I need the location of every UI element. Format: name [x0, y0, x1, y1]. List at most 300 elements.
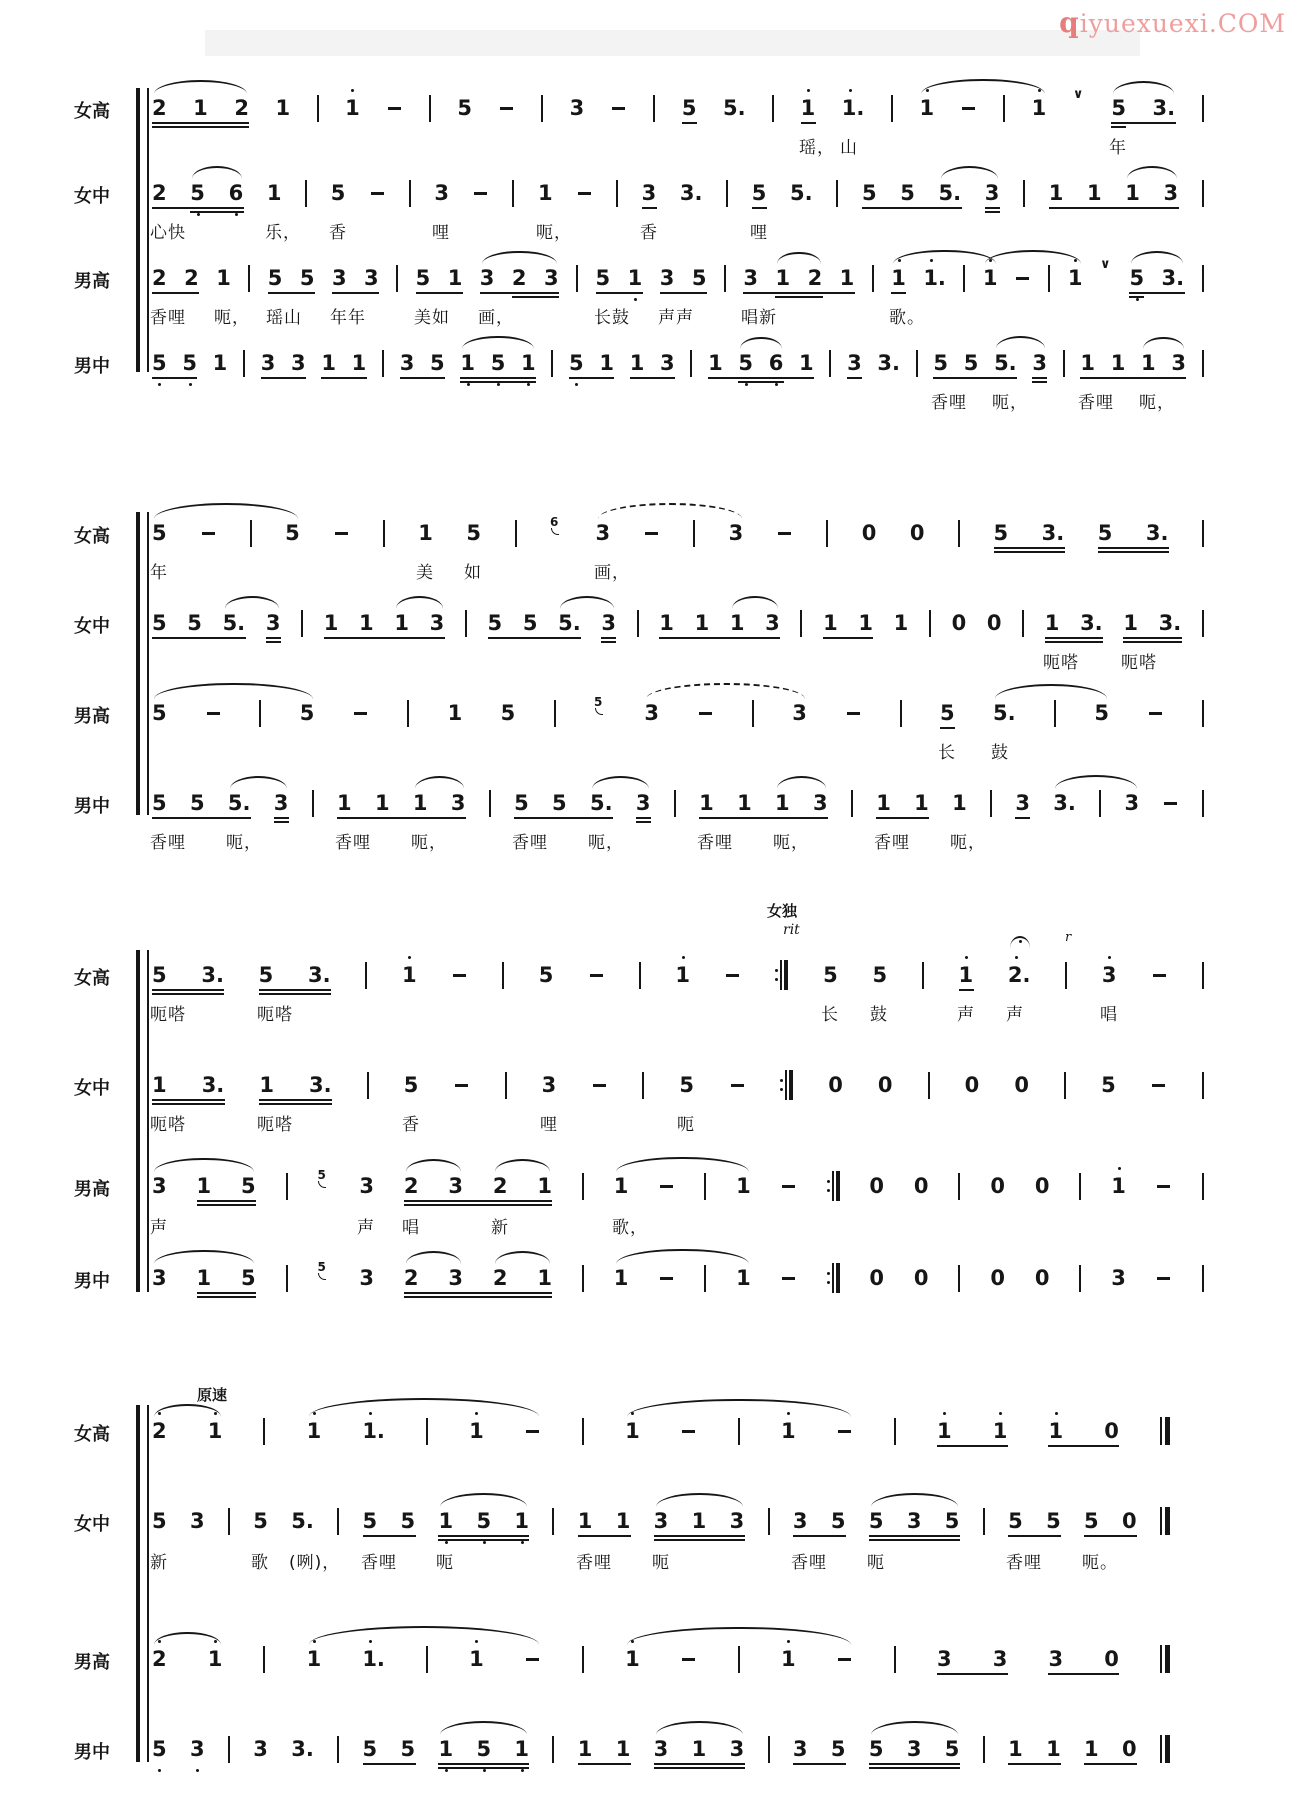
note: 1 — [893, 611, 909, 635]
barline — [228, 1508, 230, 1535]
lyric: 声 — [357, 1218, 375, 1238]
note: 1 — [1110, 351, 1126, 375]
note: 1 — [1086, 181, 1102, 205]
barline — [1202, 95, 1204, 122]
note: 1 — [736, 1266, 751, 1290]
octave-dot-low — [745, 383, 748, 386]
note: 1 — [799, 351, 814, 375]
lyric: 画， — [478, 308, 514, 328]
slur-arc — [995, 684, 1107, 699]
beam — [1015, 817, 1030, 819]
dash — [781, 1265, 797, 1291]
note: 3. — [201, 1073, 225, 1097]
dash — [781, 1173, 797, 1199]
octave-dot-high — [351, 89, 354, 92]
beam — [793, 1535, 846, 1537]
note: 5 — [152, 963, 167, 987]
note: 5 — [681, 96, 697, 120]
dash — [697, 700, 713, 726]
note: 1 — [708, 351, 723, 375]
note: 5 — [933, 351, 949, 375]
note: 1 — [266, 181, 282, 205]
note: 5 — [830, 1737, 846, 1761]
barline — [554, 700, 556, 727]
slur-arc — [495, 1159, 550, 1172]
octave-dot-high — [682, 956, 685, 959]
note: 1 — [469, 1418, 484, 1444]
barline — [582, 1173, 584, 1200]
note: 5. — [790, 181, 813, 205]
octave-dot-high — [849, 89, 852, 92]
barline — [512, 180, 514, 207]
dash — [681, 1646, 697, 1672]
octave-dot-high — [1055, 1412, 1058, 1415]
breath-mark-icon: ∨ — [1072, 87, 1084, 102]
barline — [693, 520, 695, 547]
barline — [465, 610, 467, 637]
beam — [152, 292, 199, 294]
note: 3 — [541, 1073, 557, 1097]
barline — [653, 95, 655, 122]
note: 1 — [691, 1737, 707, 1761]
beam — [578, 1763, 631, 1765]
lyric: 香哩 — [874, 833, 910, 853]
barline — [1202, 1072, 1204, 1099]
note: 5 — [1046, 1509, 1061, 1533]
lyric: 声 — [957, 1005, 975, 1025]
barline — [851, 790, 853, 817]
lyric: 呃 — [436, 1553, 454, 1573]
note: 1 — [514, 1508, 529, 1534]
note: 3 — [1102, 962, 1117, 988]
rest: 0 — [869, 1174, 885, 1198]
lyric: 香哩 — [512, 833, 548, 853]
note: 1 — [208, 1646, 223, 1672]
dash — [1151, 962, 1167, 988]
lyric: 画， — [594, 563, 630, 583]
note: 3 — [1171, 351, 1186, 375]
note: 5 — [253, 1509, 268, 1533]
beam — [266, 641, 281, 643]
beam — [940, 727, 955, 729]
beam — [488, 637, 581, 639]
lyric: 呃 — [652, 1553, 670, 1573]
note: 5 — [691, 266, 707, 290]
voice-label: 女中 — [74, 1078, 110, 1099]
barline — [1063, 350, 1065, 377]
note: 1 — [337, 791, 352, 815]
note: 3 — [729, 1509, 745, 1533]
lyric: 呃嗒 — [150, 1005, 186, 1025]
dash — [1015, 265, 1031, 291]
beam — [601, 637, 616, 639]
note: 1 — [959, 962, 974, 988]
beam — [862, 207, 962, 209]
note: 5 — [738, 350, 753, 376]
lyric: 长鼓 — [594, 308, 630, 328]
barline — [724, 265, 726, 292]
barline — [305, 180, 307, 207]
voice-label: 女高 — [74, 101, 110, 122]
barline — [317, 95, 319, 122]
note: 5 — [500, 701, 516, 725]
note: 2 — [492, 1174, 508, 1198]
barline — [1079, 1173, 1081, 1200]
lyric: 香哩 — [576, 1553, 612, 1573]
annotation: rit — [783, 922, 800, 938]
lyric: 呃， — [226, 833, 262, 853]
lyric: 呃， — [1139, 393, 1175, 413]
note: 5 — [1097, 521, 1113, 545]
beam — [1129, 292, 1185, 294]
beam — [261, 377, 306, 379]
music-row — [152, 1736, 1170, 1762]
grace-note: 5 — [317, 1173, 329, 1199]
music-row — [152, 695, 1204, 763]
slur-arc — [154, 1632, 221, 1645]
lyric: 歌 — [251, 1553, 269, 1573]
watermark-text: iyuexuexi.COM — [1079, 9, 1286, 38]
lyric: 鼓 — [870, 1005, 888, 1025]
note: 5 — [362, 1737, 378, 1761]
beam — [1129, 296, 1144, 298]
lyric: 呃 — [677, 1115, 695, 1135]
slur-arc — [740, 337, 782, 349]
beam — [197, 1200, 256, 1202]
beam — [197, 1292, 256, 1294]
slur-arc — [154, 80, 247, 94]
beam — [738, 381, 784, 383]
barline — [738, 1646, 740, 1673]
annotation: 原速 — [197, 1386, 228, 1404]
beam — [404, 1292, 552, 1294]
note: 3 — [729, 1737, 745, 1761]
note: 3 — [543, 266, 559, 290]
slur-arc — [1055, 775, 1137, 789]
music-row — [150, 902, 1204, 1025]
lyric: 新 — [491, 1218, 509, 1238]
dash — [644, 520, 660, 546]
dash — [591, 1072, 607, 1098]
note: 3 — [152, 1174, 167, 1198]
lyric: 乐， — [265, 223, 301, 243]
note: 3 — [359, 1174, 374, 1198]
slur-arc — [1131, 251, 1183, 264]
barline — [916, 350, 918, 377]
note: 2 — [152, 1418, 167, 1444]
beam — [743, 292, 855, 294]
beam — [937, 1445, 1008, 1447]
note: 3 — [569, 96, 585, 120]
octave-dot-high — [943, 1412, 946, 1415]
note: 1 — [447, 266, 463, 290]
barline — [582, 1265, 584, 1292]
note: 3. — [1158, 611, 1182, 635]
barline — [1202, 610, 1204, 637]
lyric: 瑶， — [799, 138, 835, 158]
note: 2 — [403, 1266, 419, 1290]
barline — [396, 265, 398, 292]
slur-arc — [732, 596, 778, 609]
note: 5. — [222, 611, 246, 635]
dash — [451, 962, 467, 988]
note: 3 — [450, 791, 466, 815]
note: 1 — [577, 1737, 593, 1761]
barline — [674, 790, 676, 817]
note: 3 — [641, 181, 657, 205]
octave-dot-high — [1118, 1167, 1121, 1170]
barline — [768, 1736, 770, 1763]
barline — [983, 1508, 985, 1535]
barline — [576, 265, 578, 292]
slur-arc — [406, 1159, 461, 1172]
slur-arc — [440, 1493, 527, 1507]
note: 3. — [201, 963, 224, 987]
lyric: 声 — [150, 1218, 168, 1238]
slur-arc — [996, 336, 1045, 349]
note: 1 — [691, 1509, 707, 1533]
slur-arc — [1113, 81, 1174, 94]
note: 3. — [1161, 266, 1185, 290]
beam — [152, 993, 224, 995]
dash — [386, 95, 402, 121]
lyric: 年年 — [330, 308, 366, 328]
lyric: 香哩 — [150, 308, 186, 328]
barline — [337, 1736, 339, 1763]
note: 5 — [514, 791, 529, 815]
barline — [900, 700, 902, 727]
final-barline — [1160, 1507, 1170, 1535]
beam — [708, 377, 814, 379]
beam — [337, 817, 466, 819]
note: 1 — [275, 96, 291, 120]
slur-arc — [462, 336, 534, 349]
note: 3 — [906, 1509, 922, 1533]
beam — [660, 292, 707, 294]
barline — [894, 1418, 896, 1445]
barline — [642, 1072, 644, 1099]
note: 2 — [234, 96, 249, 120]
slur-arc — [656, 1493, 743, 1507]
rest: 0 — [861, 521, 877, 545]
rest: 0 — [1122, 1509, 1137, 1533]
note: 2 — [511, 266, 527, 290]
barline — [1202, 265, 1204, 292]
lyric: 香哩 — [361, 1553, 397, 1573]
note: 3 — [265, 611, 281, 635]
rest: 0 — [1034, 1174, 1050, 1198]
note: 3 — [653, 1509, 669, 1533]
barline — [983, 1736, 985, 1763]
beam — [869, 1767, 960, 1769]
lyric: 呃嗒 — [150, 1115, 186, 1135]
beam — [959, 989, 974, 991]
slur-arc — [777, 776, 826, 789]
lyric: 唱 — [402, 1218, 420, 1238]
barline — [990, 790, 992, 817]
slur-arc — [627, 1399, 851, 1417]
note: 2 — [152, 1646, 167, 1672]
note: 3 — [635, 791, 651, 815]
note: 5 — [1084, 1509, 1099, 1533]
dash — [681, 1418, 697, 1444]
barline — [228, 1736, 230, 1763]
barline — [738, 1418, 740, 1445]
note: 1 — [736, 1174, 751, 1198]
beam — [274, 821, 289, 823]
lyric: 心快 — [150, 223, 186, 243]
slur-arc — [656, 1721, 743, 1735]
note: 2. — [1008, 962, 1031, 988]
repeat-barline — [827, 1171, 840, 1201]
note: 1 — [1032, 95, 1047, 121]
beam — [404, 1296, 552, 1298]
beam — [801, 122, 816, 124]
barline — [426, 1646, 428, 1673]
system-brace — [136, 950, 149, 1292]
beam — [152, 1103, 225, 1105]
note: 3. — [1053, 791, 1076, 815]
note: 3 — [1048, 1647, 1064, 1671]
beam — [601, 641, 616, 643]
octave-dot-low — [521, 1541, 524, 1544]
final-barline — [1160, 1417, 1170, 1445]
note: 1 — [1048, 1418, 1063, 1444]
music-row — [150, 257, 1204, 328]
note: 5 — [487, 611, 503, 635]
note: 3 — [595, 521, 611, 545]
barline — [337, 1508, 339, 1535]
lyric: 哩 — [540, 1115, 558, 1135]
note: 3. — [307, 963, 331, 987]
note: 3. — [291, 1737, 314, 1761]
lyric: 香哩 — [697, 833, 733, 853]
barline — [1202, 1265, 1204, 1292]
note: 5 — [1111, 96, 1126, 120]
rest: 0 — [1104, 1419, 1119, 1443]
beam — [152, 637, 246, 639]
note: 1 — [208, 1418, 223, 1444]
lyric: 呃， — [411, 833, 447, 853]
voice-label: 女中 — [74, 186, 110, 207]
music-row — [152, 610, 1204, 673]
slur-arc — [230, 776, 287, 789]
beam — [1111, 122, 1176, 124]
note: 1 — [196, 1266, 212, 1290]
note: 5 — [152, 1509, 167, 1533]
beam — [823, 637, 873, 639]
barline — [829, 350, 831, 377]
note: 1 — [729, 611, 745, 635]
barline — [505, 1072, 507, 1099]
note: 5 — [362, 1509, 378, 1533]
beam — [985, 207, 1000, 209]
beam — [636, 817, 651, 819]
music-row — [150, 790, 1204, 853]
note: 1 — [1111, 1173, 1126, 1199]
slur-arc — [560, 596, 614, 609]
barline — [958, 1265, 960, 1292]
beam — [324, 637, 445, 639]
octave-dot-low — [483, 1769, 486, 1772]
note: 1 — [1044, 611, 1060, 635]
beam — [682, 122, 697, 124]
dash — [837, 1418, 853, 1444]
lyric: 呃嗒 — [257, 1005, 293, 1025]
note: 1 — [599, 351, 614, 375]
grace-note: 5 — [594, 700, 606, 726]
lyric: 呃， — [992, 393, 1028, 413]
note: 1 — [460, 350, 475, 376]
lyric: 香哩 — [931, 393, 967, 413]
barline — [690, 350, 692, 377]
dash — [837, 1646, 853, 1672]
note: 5. — [938, 181, 962, 205]
lyric: 年 — [1109, 138, 1127, 158]
dash — [473, 180, 489, 206]
note: 3. — [1152, 96, 1176, 120]
barline — [772, 95, 774, 122]
music-row — [150, 515, 1204, 583]
voice-label: 女高 — [74, 1424, 110, 1445]
note: 5 — [241, 1266, 256, 1290]
note: 3 — [792, 701, 807, 725]
lyric: 美如 — [414, 308, 450, 328]
fermata-icon — [1010, 936, 1030, 948]
note: 3 — [601, 611, 616, 635]
lyric: (咧)， — [289, 1553, 341, 1573]
slur-arc — [154, 1250, 254, 1264]
note: 1 — [625, 1646, 640, 1672]
barline — [1023, 180, 1025, 207]
note: 3 — [434, 181, 449, 205]
rest: 0 — [909, 521, 925, 545]
note: 5 — [466, 521, 481, 545]
note: 3 — [1163, 181, 1179, 205]
octave-dot-low — [483, 1541, 486, 1544]
note: 1 — [823, 611, 838, 635]
music-row — [150, 1508, 1170, 1573]
beam — [869, 1763, 960, 1765]
note: 1 — [469, 1646, 484, 1672]
slur-arc — [406, 1251, 461, 1264]
dash — [205, 700, 221, 726]
beam — [775, 296, 823, 298]
beam — [197, 1296, 256, 1298]
barline — [250, 520, 252, 547]
slur-arc — [592, 776, 649, 789]
rest: 0 — [1014, 1073, 1029, 1097]
note: 3 — [992, 1647, 1008, 1671]
beam — [438, 1763, 529, 1765]
beam — [259, 989, 331, 991]
note: 5 — [430, 351, 445, 375]
slur-arc — [777, 252, 821, 264]
note: 5 — [258, 963, 274, 987]
slur-arc — [154, 683, 313, 699]
slur-arc — [192, 166, 242, 179]
note: 5 — [491, 350, 506, 376]
barline — [582, 1418, 584, 1445]
dash — [611, 95, 627, 121]
note: 5 — [190, 180, 205, 206]
lyric: 长 — [821, 1005, 839, 1025]
lyric: 歌。 — [889, 308, 925, 328]
lyric: 香哩 — [1078, 393, 1114, 413]
barline — [704, 1265, 706, 1292]
note: 1 — [402, 962, 417, 988]
note: 1. — [362, 1418, 385, 1444]
